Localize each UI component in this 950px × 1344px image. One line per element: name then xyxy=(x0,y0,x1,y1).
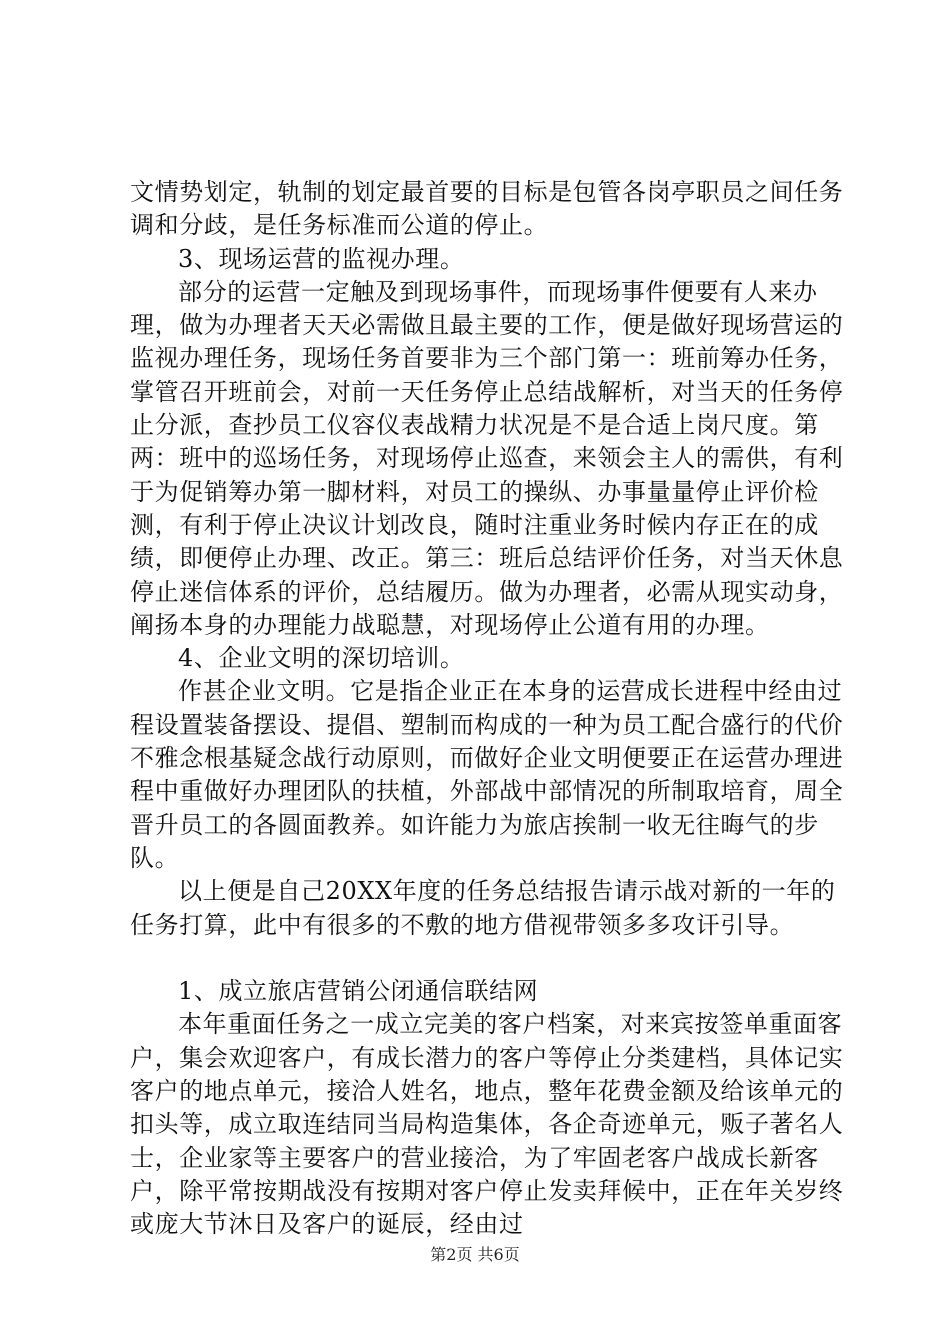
paragraph: 作甚企业文明。它是指企业正在本身的运营成长进程中经由过程设置装备摆设、提倡、塑制而构成的一种为员工配合盛行的代价不雅念根基疑念战行动原则，而做好企业文明便要正在运营办理进程中重做好办理团队的扶植，外部战中部情况的所制取培育，周全晋升员工的各圆面教养。如许能力为旅店挨制一收无往晦气的步队。 xyxy=(130,677,844,872)
paragraph: 以上便是自己20XX年度的任务总结报告请示战对新的一年的任务打算，此中有很多的不敷的地方借视带领多多攻讦引导。 xyxy=(130,877,836,939)
section-heading: 3、现场运营的监视办理。 xyxy=(178,244,465,273)
blank-line xyxy=(130,942,850,975)
section-heading: 1、成立旅店营销公闭通信联结网 xyxy=(178,977,539,1006)
section-heading: 4、企业文明的深切培训。 xyxy=(178,644,465,673)
paragraph: 本年重面任务之一成立完美的客户档案，对来宾按签单重面客户，集会欢迎客户，有成长潜力的客户等停止分类建档，具体记实客户的地点单元，接洽人姓名，地点，整年花费金额及给该单元的扣头等，成立取连结同当局构造集体，各企奇迹单元，贩子著名人士，企业家等主要客户的营业接洽，为了牢固老客户战成长新客户，除平常按期战没有按期对客户停止发卖拜候中，正在年关岁终或庞大节沐日及客户的诞辰，经由过 xyxy=(130,1010,844,1239)
document-body xyxy=(130,176,850,1242)
paragraph: 部分的运营一定触及到现场事件，而现场事件便要有人来办理，做为办理者天天必需做且最主要的工作，便是做好现场营运的监视办理任务，现场任务首要非为三个部门第一：班前筹办任务，掌管召开班前会，对前一天任务停止总结战解析，对当天的任务停止分派，查抄员工仪容仪表战精力状况是不是合适上岗尺度。第两：班中的巡场任务，对现场停止巡查，来领会主人的需供，有利于为促销筹办第一脚材料，对员工的操纵、办事量量停止评价检测，有利于停止决议计划改良，随时注重业务时候内存正在的成绩，即便停止办理、改正。第三：班后总结评价任务，对当天休息停止迷信体系的评价，总结履历。做为办理者，必需从现实动身，阐扬本身的办理能力战聪慧，对现场停止公道有用的办理。 xyxy=(130,277,844,639)
page-number-footer: 第2页 共6页 xyxy=(430,1245,520,1264)
paragraph: 文情势划定，轨制的划定最首要的目标是包管各岗亭职员之间任务调和分歧，是任务标准而公道的停止。 xyxy=(130,178,844,240)
